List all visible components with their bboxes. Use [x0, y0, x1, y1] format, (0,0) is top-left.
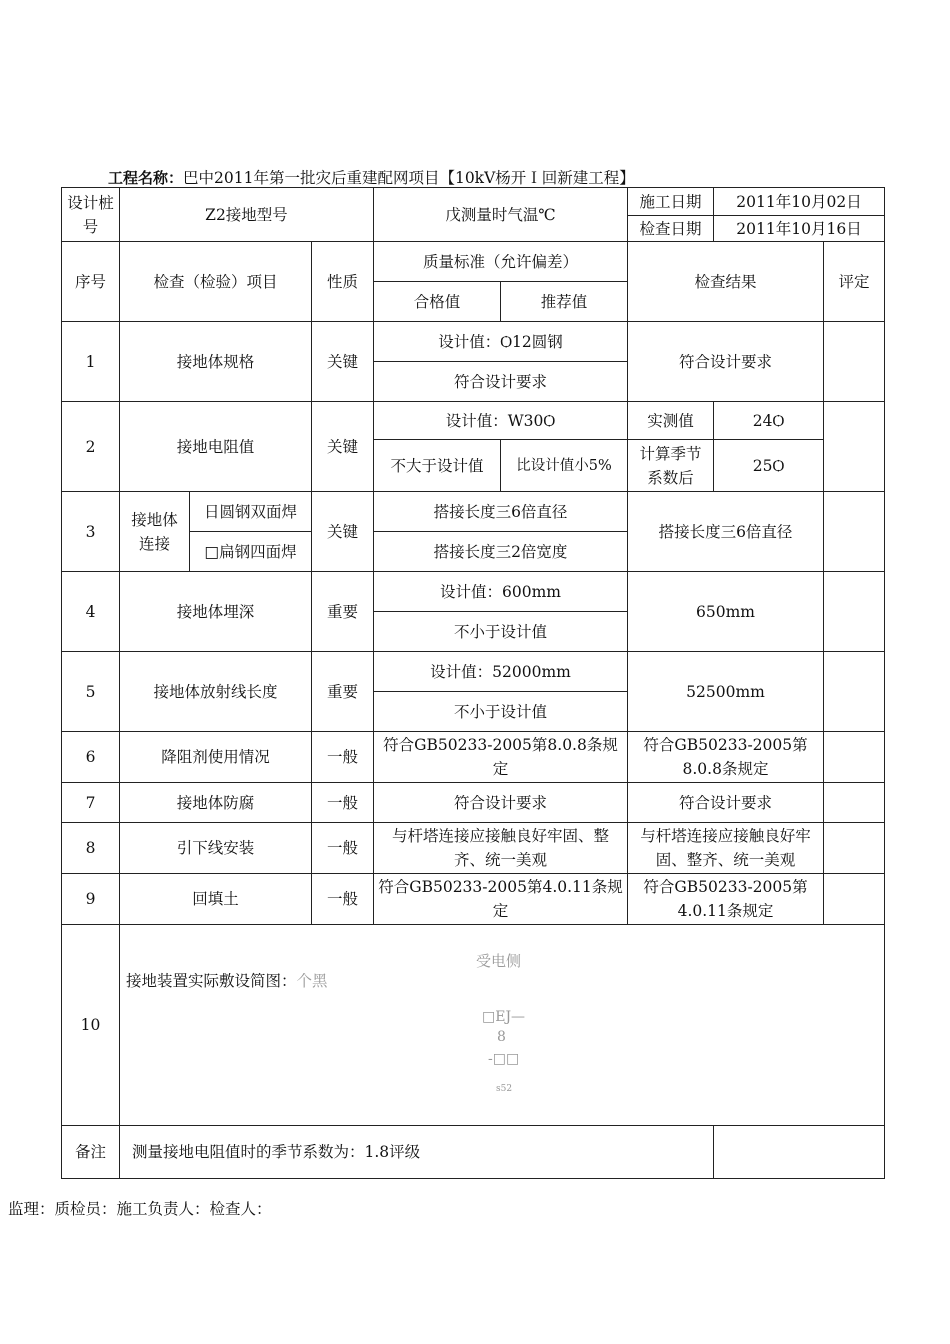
row9-nature: 一般 [312, 874, 374, 925]
row3-std-b: 搭接长度三2倍宽度 [374, 532, 628, 572]
row3-result: 搭接长度三6倍直径 [628, 492, 824, 572]
row6-rating [824, 732, 885, 783]
row6-nature: 一般 [312, 732, 374, 783]
remarks-rating [714, 1126, 885, 1179]
row1-std-a: 设计值：Ѻ12圆钢 [374, 322, 628, 362]
row2-measured: 24Ѻ [714, 402, 824, 440]
row1-result: 符合设计要求 [628, 322, 824, 402]
row1-rating [824, 322, 885, 402]
col-rating: 评定 [824, 242, 885, 322]
col-result: 检查结果 [628, 242, 824, 322]
row8-nature: 一般 [312, 823, 374, 874]
row1-no: 1 [62, 322, 120, 402]
row8-std: 与杆塔连接应接触良好牢固、整齐、统一美观 [374, 823, 628, 874]
row10-no: 10 [62, 925, 120, 1126]
row7-rating [824, 783, 885, 823]
design-pile-label: 设计桩号 [62, 188, 120, 242]
row5-nature: 重要 [312, 652, 374, 732]
temperature-label: 戊测量时气温℃ [374, 188, 628, 242]
col-item: 检查（检验）项目 [120, 242, 312, 322]
row3-sub-b: □扁钢四面焊 [190, 532, 312, 572]
row7-item: 接地体防腐 [120, 783, 312, 823]
sketch-text-3: -□□ [488, 1051, 520, 1067]
row5-result: 52500mm [628, 652, 824, 732]
sketch-text-1: □EJ— [482, 1009, 526, 1025]
row8-rating [824, 823, 885, 874]
sketch-caption-text: 接地装置实际敷设简图： [126, 972, 297, 990]
row9-rating [824, 874, 885, 925]
row6-result: 符合GB50233-2005第8.0.8条规定 [628, 732, 824, 783]
row2-item: 接地电阻值 [120, 402, 312, 492]
signature-line: 监理：质检员：施工负责人：检查人： [8, 1200, 272, 1218]
ground-type: Z2接地型号 [120, 188, 374, 242]
row9-item: 回填土 [120, 874, 312, 925]
sketch-caption-extra: 个黑 [296, 972, 328, 990]
row6-std: 符合GB50233-2005第8.0.8条规定 [374, 732, 628, 783]
row6-no: 6 [62, 732, 120, 783]
row6-item: 降阻剂使用情况 [120, 732, 312, 783]
sketch-area [120, 925, 884, 1125]
row7-nature: 一般 [312, 783, 374, 823]
row1-nature: 关键 [312, 322, 374, 402]
row2-rating [824, 402, 885, 492]
row8-result: 与杆塔连接应接触良好牢固、整齐、统一美观 [628, 823, 824, 874]
inspection-table [61, 187, 885, 1179]
row5-item: 接地体放射线长度 [120, 652, 312, 732]
row9-result: 符合GB50233-2005第4.0.11条规定 [628, 874, 824, 925]
row2-std-b2: 比设计值小5% [501, 440, 628, 492]
row9-std: 符合GB50233-2005第4.0.11条规定 [374, 874, 628, 925]
row5-std-b: 不小于设计值 [374, 692, 628, 732]
col-qualified: 合格值 [374, 282, 501, 322]
row7-std: 符合设计要求 [374, 783, 628, 823]
sketch-caption [126, 969, 328, 993]
row4-std-b: 不小于设计值 [374, 612, 628, 652]
row2-calc: 25Ѻ [714, 440, 824, 492]
row3-nature: 关键 [312, 492, 374, 572]
row3-no: 3 [62, 492, 120, 572]
project-title [108, 166, 635, 188]
row4-rating [824, 572, 885, 652]
col-standard: 质量标准（允许偏差） [374, 242, 628, 282]
construction-date-label: 施工日期 [628, 188, 714, 216]
row4-nature: 重要 [312, 572, 374, 652]
col-recommended: 推荐值 [501, 282, 628, 322]
inspection-date-label: 检查日期 [628, 216, 714, 242]
row2-std-b1: 不大于设计值 [374, 440, 501, 492]
row7-result: 符合设计要求 [628, 783, 824, 823]
row7-no: 7 [62, 783, 120, 823]
remarks-text: 测量接地电阻值时的季节系数为：1.8评级 [120, 1126, 714, 1179]
row1-std-b: 符合设计要求 [374, 362, 628, 402]
row4-std-a: 设计值：600mm [374, 572, 628, 612]
inspection-date: 2011年10月16日 [714, 216, 885, 242]
row5-rating [824, 652, 885, 732]
row2-nature: 关键 [312, 402, 374, 492]
remarks-label: 备注 [62, 1126, 120, 1179]
sketch-text-4: s52 [496, 1084, 513, 1094]
row5-no: 5 [62, 652, 120, 732]
row2-no: 2 [62, 402, 120, 492]
sketch-side-label: 受电侧 [476, 952, 522, 970]
row4-no: 4 [62, 572, 120, 652]
project-label: 工程名称： [108, 169, 184, 187]
row2-calc-label: 计算季节系数后 [628, 440, 714, 492]
project-name: 巴中2011年第一批灾后重建配网项目【10kV杨开Ｉ回新建工程】 [183, 169, 635, 187]
col-seq: 序号 [62, 242, 120, 322]
row3-std-a: 搭接长度三6倍直径 [374, 492, 628, 532]
row2-measured-label: 实测值 [628, 402, 714, 440]
row2-std-a: 设计值：W30Ѻ [374, 402, 628, 440]
sketch-text-2: 8 [497, 1029, 506, 1045]
row3-item: 接地体连接 [120, 492, 190, 572]
construction-date: 2011年10月02日 [714, 188, 885, 216]
row4-result: 650mm [628, 572, 824, 652]
row4-item: 接地体埋深 [120, 572, 312, 652]
row1-item: 接地体规格 [120, 322, 312, 402]
row3-sub-a: 日圆钢双面焊 [190, 492, 312, 532]
sketch-cell [120, 925, 885, 1126]
row8-item: 引下线安装 [120, 823, 312, 874]
row3-rating [824, 492, 885, 572]
row8-no: 8 [62, 823, 120, 874]
row5-std-a: 设计值：52000mm [374, 652, 628, 692]
col-nature: 性质 [312, 242, 374, 322]
row9-no: 9 [62, 874, 120, 925]
